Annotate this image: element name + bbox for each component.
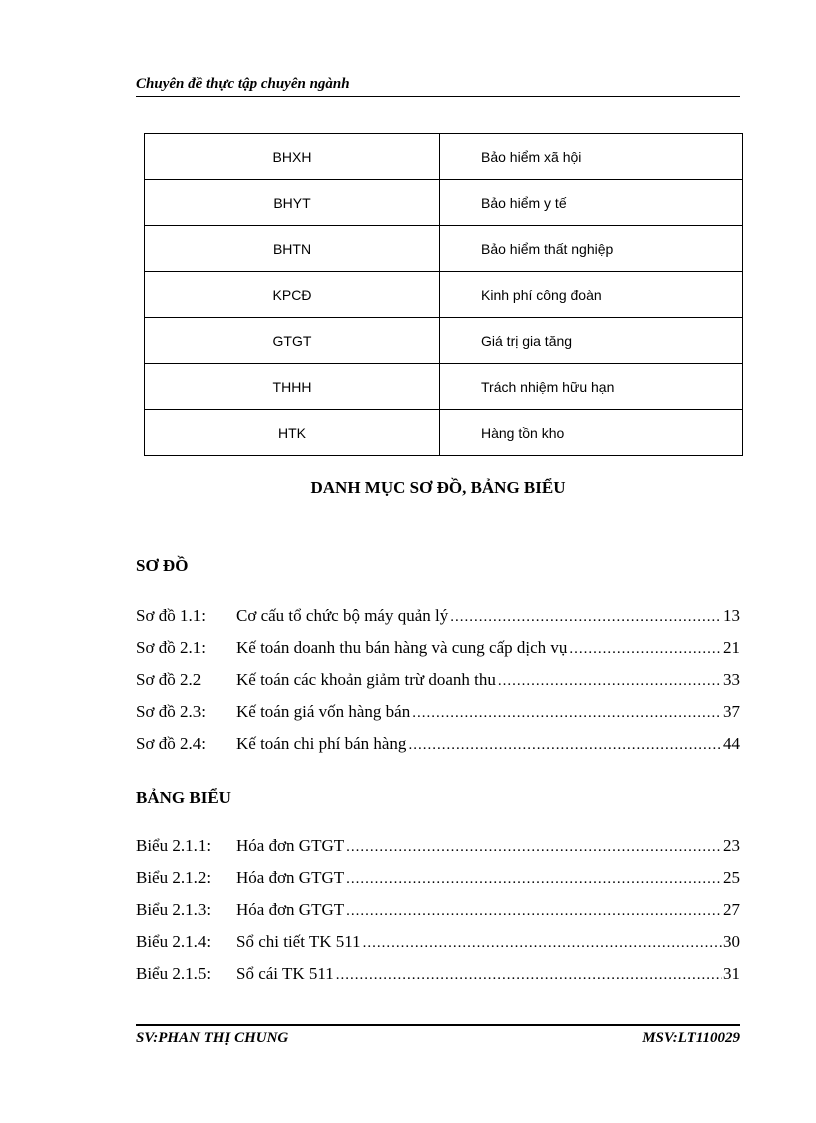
- abbr-meaning: Kinh phí công đoàn: [440, 272, 743, 318]
- page-footer: [136, 1024, 740, 1047]
- dot-leader: [498, 673, 722, 690]
- item-text: Kế toán chi phí bán hàng: [236, 734, 407, 753]
- item-label: Sơ đồ 2.3:: [136, 702, 206, 721]
- table-row: [145, 180, 743, 226]
- item-label: Biểu 2.1.3:: [136, 900, 212, 919]
- item-text: Kế toán giá vốn hàng bán: [236, 702, 411, 721]
- abbr-meaning: Giá trị gia tăng: [440, 318, 743, 364]
- item-page: 13: [723, 606, 740, 625]
- item-page: 25: [723, 868, 740, 887]
- list-item[interactable]: [136, 638, 740, 670]
- item-label: Biểu 2.1.1:: [136, 836, 212, 855]
- item-label: Sơ đồ 1.1:: [136, 606, 206, 625]
- item-page: 23: [723, 836, 740, 855]
- item-label: Biểu 2.1.5:: [136, 964, 212, 983]
- dot-leader: [336, 967, 722, 984]
- table-row: [145, 226, 743, 272]
- item-label: Sơ đồ 2.2: [136, 670, 202, 689]
- item-label: Sơ đồ 2.4:: [136, 734, 206, 753]
- item-text: Cơ cấu tổ chức bộ máy quản lý: [236, 606, 449, 625]
- abbr-code: THHH: [145, 364, 440, 410]
- item-text: Sổ cái TK 511: [236, 964, 334, 983]
- abbr-code: KPCĐ: [145, 272, 440, 318]
- dot-leader: [569, 641, 722, 658]
- dot-leader: [346, 871, 722, 888]
- list-item[interactable]: [136, 702, 740, 734]
- item-label: Biểu 2.1.4:: [136, 932, 212, 951]
- item-page: 44: [723, 734, 740, 753]
- item-page: 27: [723, 900, 740, 919]
- list-item[interactable]: [136, 734, 740, 766]
- table-row: [145, 272, 743, 318]
- abbr-code: BHYT: [145, 180, 440, 226]
- item-text: Kế toán các khoản giảm trừ doanh thu: [236, 670, 496, 689]
- table-row: [145, 318, 743, 364]
- item-page: 21: [723, 638, 740, 657]
- dot-leader: [346, 839, 722, 856]
- table-row: [145, 134, 743, 180]
- item-page: 31: [723, 964, 740, 983]
- list-item[interactable]: [136, 670, 740, 702]
- tables-heading: BẢNG BIỂU: [136, 788, 231, 807]
- diagram-list: [136, 606, 740, 766]
- dot-leader: [408, 737, 722, 754]
- header-title: Chuyên đề thực tập chuyên ngành: [136, 76, 350, 92]
- item-text: Hóa đơn GTGT: [236, 900, 345, 919]
- item-page: 33: [723, 670, 740, 689]
- page-header: [136, 76, 740, 97]
- item-page: 37: [723, 702, 740, 721]
- abbreviation-table: [144, 133, 743, 456]
- table-row: [145, 410, 743, 456]
- abbr-code: GTGT: [145, 318, 440, 364]
- item-text: Hóa đơn GTGT: [236, 868, 345, 887]
- item-text: Hóa đơn GTGT: [236, 836, 345, 855]
- table-list: [136, 836, 740, 996]
- dot-leader: [450, 609, 722, 626]
- list-item[interactable]: [136, 932, 740, 964]
- footer-student: SV:PHAN THỊ CHUNG: [136, 1030, 289, 1046]
- diagrams-heading: SƠ ĐỒ: [136, 556, 189, 575]
- item-label: Biểu 2.1.2:: [136, 868, 212, 887]
- list-item[interactable]: [136, 606, 740, 638]
- list-item[interactable]: [136, 964, 740, 996]
- abbr-meaning: Bảo hiểm xã hội: [440, 134, 743, 180]
- list-item[interactable]: [136, 868, 740, 900]
- footer-student-id: MSV:LT110029: [642, 1030, 740, 1046]
- item-label: Sơ đồ 2.1:: [136, 638, 206, 657]
- abbr-meaning: Bảo hiểm thất nghiệp: [440, 226, 743, 272]
- dot-leader: [363, 935, 722, 952]
- list-title: DANH MỤC SƠ ĐỒ, BẢNG BIỂU: [310, 478, 566, 497]
- abbr-code: BHXH: [145, 134, 440, 180]
- list-item[interactable]: [136, 836, 740, 868]
- item-text: Sổ chi tiết TK 511: [236, 932, 361, 951]
- abbr-meaning: Trách nhiệm hữu hạn: [440, 364, 743, 410]
- dot-leader: [346, 903, 722, 920]
- list-item[interactable]: [136, 900, 740, 932]
- abbr-meaning: Hàng tồn kho: [440, 410, 743, 456]
- item-text: Kế toán doanh thu bán hàng và cung cấp dịch vụ: [236, 638, 568, 657]
- item-page: 30: [723, 932, 740, 951]
- abbr-meaning: Bảo hiểm y tế: [440, 180, 743, 226]
- dot-leader: [412, 705, 722, 722]
- abbr-code: BHTN: [145, 226, 440, 272]
- abbr-code: HTK: [145, 410, 440, 456]
- table-row: [145, 364, 743, 410]
